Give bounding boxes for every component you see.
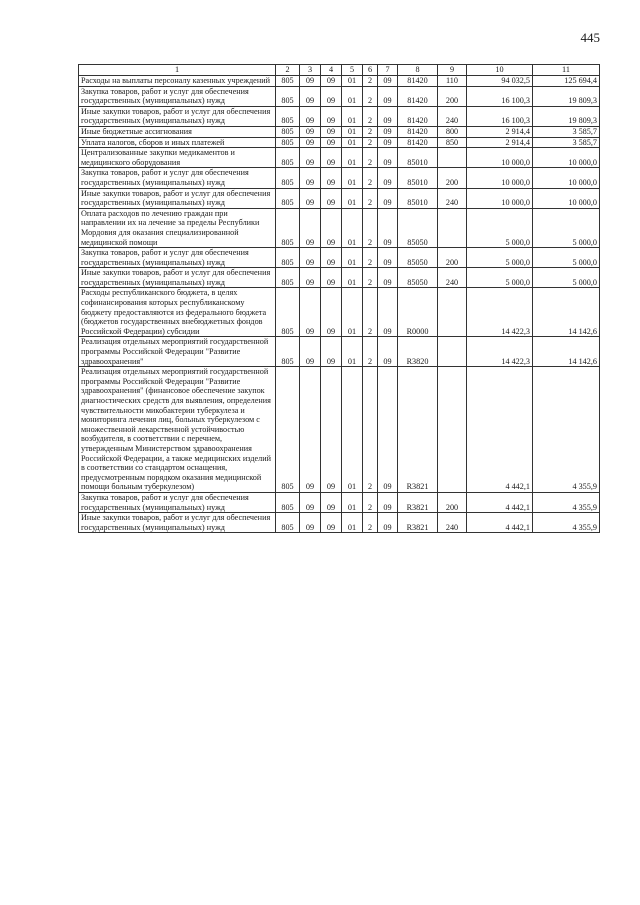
amount-year-1: 10 000,0 (467, 148, 533, 168)
table-row (79, 288, 600, 337)
direction-code: R3821 (398, 492, 438, 512)
amount-year-2: 14 142,6 (533, 288, 600, 337)
row-description: Иные закупки товаров, работ и услуг для обеспечения государственных (муниципальных) нужд (79, 268, 276, 288)
budget-table (78, 64, 600, 533)
table-row (79, 126, 600, 137)
subsection-code: 09 (321, 126, 342, 137)
header-cell: 4 (321, 65, 342, 76)
expense-type-code: 200 (438, 168, 467, 188)
amount-year-1: 16 100,3 (467, 86, 533, 106)
expense-type-code: 200 (438, 492, 467, 512)
page-number: 445 (580, 30, 600, 45)
subsection-code: 09 (321, 76, 342, 87)
table-body (79, 76, 600, 533)
subsection-code: 09 (321, 268, 342, 288)
section-code: 09 (300, 337, 321, 367)
subsection-code: 09 (321, 188, 342, 208)
activity-code: 09 (378, 492, 398, 512)
ministry-code: 805 (276, 126, 300, 137)
subprogram-code: 2 (363, 337, 378, 367)
expense-type-code: 240 (438, 188, 467, 208)
table-row (79, 248, 600, 268)
section-code: 09 (300, 208, 321, 247)
expense-type-code (438, 288, 467, 337)
ministry-code: 805 (276, 137, 300, 148)
ministry-code: 805 (276, 168, 300, 188)
amount-year-2: 4 355,9 (533, 513, 600, 533)
table-row (79, 86, 600, 106)
expense-type-code (438, 367, 467, 493)
header-cell: 3 (300, 65, 321, 76)
amount-year-2: 5 000,0 (533, 208, 600, 247)
subprogram-code: 2 (363, 86, 378, 106)
program-code: 01 (342, 188, 363, 208)
table-row (79, 492, 600, 512)
amount-year-2: 10 000,0 (533, 188, 600, 208)
expense-type-code: 240 (438, 268, 467, 288)
section-code: 09 (300, 492, 321, 512)
subprogram-code: 2 (363, 137, 378, 148)
expense-type-code: 240 (438, 513, 467, 533)
subsection-code: 09 (321, 208, 342, 247)
amount-year-1: 4 442,1 (467, 367, 533, 493)
ministry-code: 805 (276, 106, 300, 126)
ministry-code: 805 (276, 513, 300, 533)
header-cell: 1 (79, 65, 276, 76)
ministry-code: 805 (276, 337, 300, 367)
direction-code: 81420 (398, 126, 438, 137)
program-code: 01 (342, 86, 363, 106)
activity-code: 09 (378, 76, 398, 87)
activity-code: 09 (378, 168, 398, 188)
program-code: 01 (342, 208, 363, 247)
table-row (79, 137, 600, 148)
amount-year-1: 14 422,3 (467, 337, 533, 367)
table-row (79, 168, 600, 188)
expense-type-code: 200 (438, 248, 467, 268)
ministry-code: 805 (276, 76, 300, 87)
subprogram-code: 2 (363, 106, 378, 126)
table-row (79, 76, 600, 87)
amount-year-2: 10 000,0 (533, 148, 600, 168)
program-code: 01 (342, 268, 363, 288)
amount-year-1: 5 000,0 (467, 248, 533, 268)
activity-code: 09 (378, 367, 398, 493)
header-cell: 7 (378, 65, 398, 76)
subsection-code: 09 (321, 337, 342, 367)
subsection-code: 09 (321, 367, 342, 493)
amount-year-1: 5 000,0 (467, 268, 533, 288)
ministry-code: 805 (276, 208, 300, 247)
row-description: Иные бюджетные ассигнования (79, 126, 276, 137)
table-row (79, 148, 600, 168)
table-row (79, 513, 600, 533)
expense-type-code: 200 (438, 86, 467, 106)
subsection-code: 09 (321, 168, 342, 188)
direction-code: R0000 (398, 288, 438, 337)
section-code: 09 (300, 188, 321, 208)
program-code: 01 (342, 288, 363, 337)
expense-type-code: 850 (438, 137, 467, 148)
subprogram-code: 2 (363, 492, 378, 512)
row-description: Оплата расходов по лечению граждан при направлении их на лечение за пределы Республики Мордовия для оказания специализированной медицинской помощи (79, 208, 276, 247)
amount-year-2: 3 585,7 (533, 137, 600, 148)
amount-year-2: 125 694,4 (533, 76, 600, 87)
activity-code: 09 (378, 288, 398, 337)
expense-type-code: 110 (438, 76, 467, 87)
subprogram-code: 2 (363, 513, 378, 533)
ministry-code: 805 (276, 248, 300, 268)
header-cell: 11 (533, 65, 600, 76)
amount-year-1: 10 000,0 (467, 168, 533, 188)
activity-code: 09 (378, 268, 398, 288)
subprogram-code: 2 (363, 76, 378, 87)
amount-year-1: 16 100,3 (467, 106, 533, 126)
header-row (79, 65, 600, 76)
amount-year-2: 10 000,0 (533, 168, 600, 188)
table-row (79, 188, 600, 208)
direction-code: 85010 (398, 148, 438, 168)
section-code: 09 (300, 367, 321, 493)
program-code: 01 (342, 137, 363, 148)
amount-year-2: 5 000,0 (533, 248, 600, 268)
header-cell: 5 (342, 65, 363, 76)
amount-year-2: 14 142,6 (533, 337, 600, 367)
amount-year-2: 3 585,7 (533, 126, 600, 137)
activity-code: 09 (378, 208, 398, 247)
row-description: Централизованные закупки медикаментов и медицинского оборудования (79, 148, 276, 168)
section-code: 09 (300, 126, 321, 137)
activity-code: 09 (378, 513, 398, 533)
subprogram-code: 2 (363, 288, 378, 337)
row-description: Реализация отдельных мероприятий государственной программы Российской Федерации "Развитие здравоохранения" (финансовое обеспечение закупок диагностических средств для выявления, определения чувствительности микобактерии туберкулеза и мониторинга лечения лиц, больных туберкулезом с множественной лекарственной устойчивостью возбудителя, в соответствии с перечнем, утвержденным Министерством здравоохранения Российской Федерации, а также медицинских изделий в соответствии со стандартом оснащения, предусмотренным порядком оказания медицинской помощи больным туберкулезом) (79, 367, 276, 493)
section-code: 09 (300, 288, 321, 337)
table-row (79, 268, 600, 288)
section-code: 09 (300, 513, 321, 533)
row-description: Расходы республиканского бюджета, в целях софинансирования которых республиканскому бюджету предоставляются из федерального бюджета (бюджетов государственных внебюджетных фондов Российской Федерации) субсидии (79, 288, 276, 337)
subsection-code: 09 (321, 86, 342, 106)
program-code: 01 (342, 148, 363, 168)
program-code: 01 (342, 248, 363, 268)
program-code: 01 (342, 492, 363, 512)
table-row (79, 208, 600, 247)
amount-year-1: 14 422,3 (467, 288, 533, 337)
subsection-code: 09 (321, 513, 342, 533)
row-description: Иные закупки товаров, работ и услуг для обеспечения государственных (муниципальных) нужд (79, 513, 276, 533)
subsection-code: 09 (321, 148, 342, 168)
section-code: 09 (300, 148, 321, 168)
subsection-code: 09 (321, 137, 342, 148)
amount-year-1: 4 442,1 (467, 513, 533, 533)
activity-code: 09 (378, 86, 398, 106)
table-row (79, 106, 600, 126)
amount-year-2: 19 809,3 (533, 86, 600, 106)
subprogram-code: 2 (363, 148, 378, 168)
amount-year-2: 19 809,3 (533, 106, 600, 126)
amount-year-1: 2 914,4 (467, 126, 533, 137)
section-code: 09 (300, 86, 321, 106)
direction-code: R3821 (398, 513, 438, 533)
amount-year-2: 4 355,9 (533, 492, 600, 512)
direction-code: R3820 (398, 337, 438, 367)
section-code: 09 (300, 168, 321, 188)
amount-year-1: 5 000,0 (467, 208, 533, 247)
direction-code: 85010 (398, 188, 438, 208)
activity-code: 09 (378, 106, 398, 126)
activity-code: 09 (378, 137, 398, 148)
row-description: Закупка товаров, работ и услуг для обеспечения государственных (муниципальных) нужд (79, 86, 276, 106)
header-cell: 9 (438, 65, 467, 76)
ministry-code: 805 (276, 367, 300, 493)
subprogram-code: 2 (363, 208, 378, 247)
direction-code: R3821 (398, 367, 438, 493)
direction-code: 81420 (398, 86, 438, 106)
amount-year-1: 94 032,5 (467, 76, 533, 87)
activity-code: 09 (378, 126, 398, 137)
activity-code: 09 (378, 337, 398, 367)
header-cell: 8 (398, 65, 438, 76)
amount-year-2: 5 000,0 (533, 268, 600, 288)
row-description: Закупка товаров, работ и услуг для обеспечения государственных (муниципальных) нужд (79, 492, 276, 512)
subprogram-code: 2 (363, 268, 378, 288)
subsection-code: 09 (321, 106, 342, 126)
row-description: Закупка товаров, работ и услуг для обеспечения государственных (муниципальных) нужд (79, 248, 276, 268)
expense-type-code (438, 337, 467, 367)
ministry-code: 805 (276, 492, 300, 512)
section-code: 09 (300, 268, 321, 288)
ministry-code: 805 (276, 188, 300, 208)
row-description: Закупка товаров, работ и услуг для обеспечения государственных (муниципальных) нужд (79, 168, 276, 188)
expense-type-code (438, 148, 467, 168)
header-cell: 6 (363, 65, 378, 76)
direction-code: 85010 (398, 168, 438, 188)
subsection-code: 09 (321, 288, 342, 337)
row-description: Иные закупки товаров, работ и услуг для обеспечения государственных (муниципальных) нужд (79, 106, 276, 126)
direction-code: 85050 (398, 268, 438, 288)
program-code: 01 (342, 76, 363, 87)
ministry-code: 805 (276, 268, 300, 288)
ministry-code: 805 (276, 148, 300, 168)
subprogram-code: 2 (363, 168, 378, 188)
subprogram-code: 2 (363, 367, 378, 493)
expense-type-code: 800 (438, 126, 467, 137)
subprogram-code: 2 (363, 188, 378, 208)
subprogram-code: 2 (363, 248, 378, 268)
section-code: 09 (300, 76, 321, 87)
program-code: 01 (342, 513, 363, 533)
amount-year-1: 4 442,1 (467, 492, 533, 512)
section-code: 09 (300, 137, 321, 148)
activity-code: 09 (378, 188, 398, 208)
direction-code: 85050 (398, 208, 438, 247)
ministry-code: 805 (276, 86, 300, 106)
amount-year-1: 10 000,0 (467, 188, 533, 208)
table-row (79, 367, 600, 493)
subprogram-code: 2 (363, 126, 378, 137)
section-code: 09 (300, 106, 321, 126)
activity-code: 09 (378, 148, 398, 168)
program-code: 01 (342, 168, 363, 188)
subsection-code: 09 (321, 492, 342, 512)
program-code: 01 (342, 106, 363, 126)
row-description: Иные закупки товаров, работ и услуг для обеспечения государственных (муниципальных) нужд (79, 188, 276, 208)
subsection-code: 09 (321, 248, 342, 268)
header-cell: 10 (467, 65, 533, 76)
direction-code: 81420 (398, 106, 438, 126)
direction-code: 81420 (398, 137, 438, 148)
expense-type-code (438, 208, 467, 247)
row-description: Уплата налогов, сборов и иных платежей (79, 137, 276, 148)
amount-year-2: 4 355,9 (533, 367, 600, 493)
direction-code: 81420 (398, 76, 438, 87)
row-description: Расходы на выплаты персоналу казенных учреждений (79, 76, 276, 87)
header-cell: 2 (276, 65, 300, 76)
row-description: Реализация отдельных мероприятий государственной программы Российской Федерации "Развитие здравоохранения" (79, 337, 276, 367)
program-code: 01 (342, 126, 363, 137)
activity-code: 09 (378, 248, 398, 268)
expense-type-code: 240 (438, 106, 467, 126)
ministry-code: 805 (276, 288, 300, 337)
program-code: 01 (342, 367, 363, 493)
amount-year-1: 2 914,4 (467, 137, 533, 148)
section-code: 09 (300, 248, 321, 268)
table-row (79, 337, 600, 367)
program-code: 01 (342, 337, 363, 367)
direction-code: 85050 (398, 248, 438, 268)
